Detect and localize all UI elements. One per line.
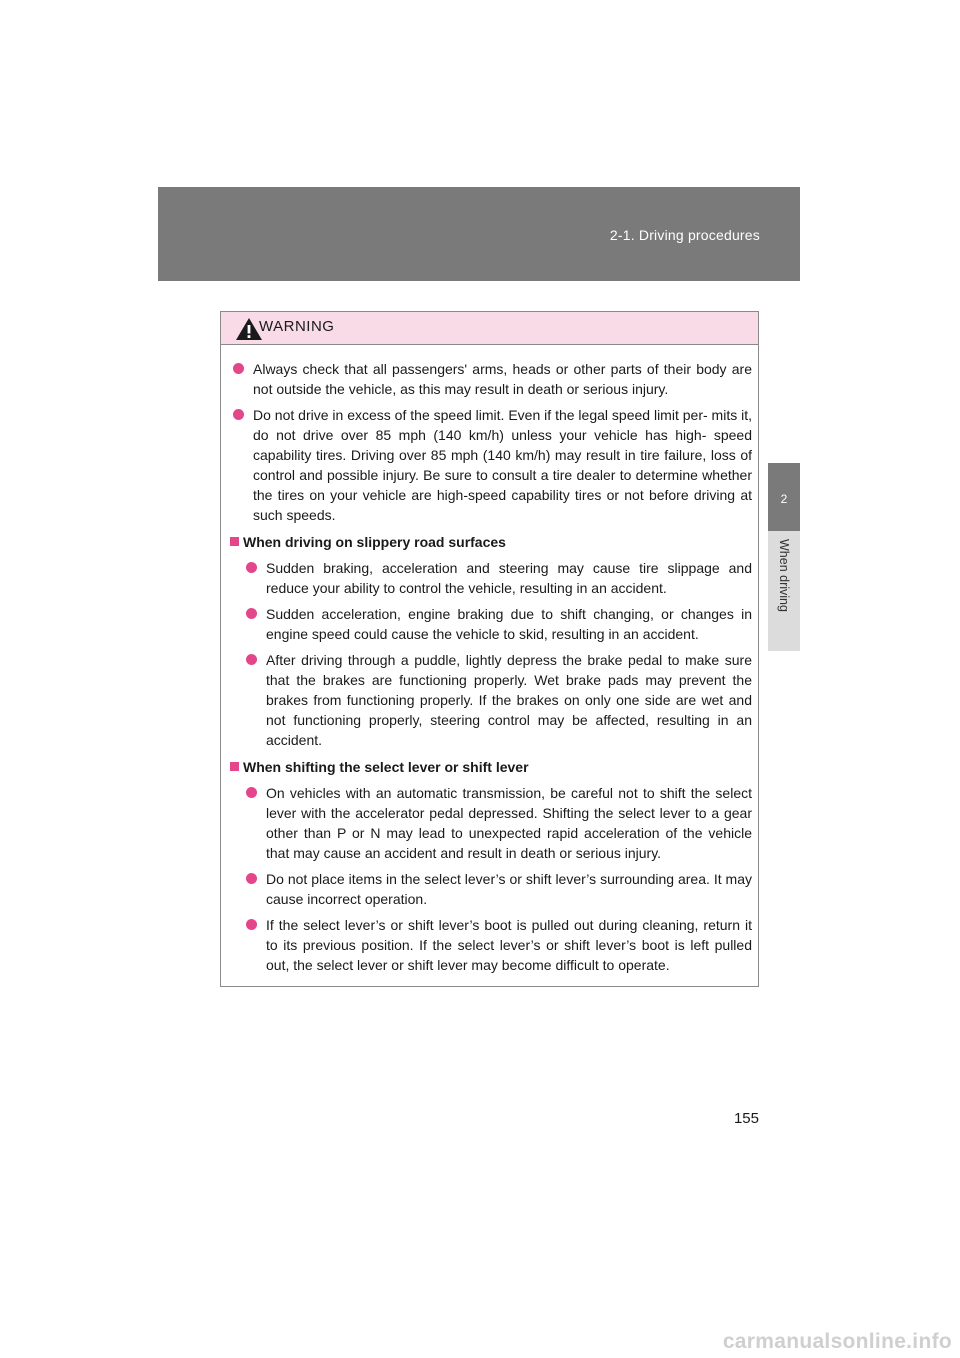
chapter-label-tab <box>768 531 800 651</box>
section-items <box>230 558 752 750</box>
warning-item-text: On vehicles with an automatic transmission, be careful not to shift the select lever with the accelerator pedal depressed. Shifting the select lever to a gear other than P or N may lead to unexpected rapid acceleration of the vehicle that may cause an accident and result in death or serious injury. <box>266 785 752 861</box>
section-heading-text: When shifting the select lever or shift lever <box>243 759 529 775</box>
warning-box <box>220 311 759 987</box>
section-square-icon <box>230 762 239 771</box>
warning-item-text: Sudden braking, acceleration and steering may cause tire slippage and reduce your ability to control the vehicle, resulting in an accident. <box>266 560 752 596</box>
watermark-text[interactable]: carmanualsonline.info <box>722 1330 952 1353</box>
warning-item <box>230 405 752 525</box>
section-items <box>230 783 752 975</box>
bullet-dot-icon <box>246 873 257 884</box>
warning-item <box>230 359 752 399</box>
warning-title: WARNING <box>259 318 335 335</box>
warning-item <box>243 650 752 750</box>
chapter-tab <box>768 463 800 531</box>
warning-item-text: Sudden acceleration, engine braking due to shift changing, or changes in engine speed could cause the vehicle to skid, resulting in an accident. <box>266 606 752 642</box>
warning-item <box>243 558 752 598</box>
warning-item-text: Do not place items in the select lever’s or shift lever’s surrounding area. It may cause incorrect operation. <box>266 871 752 907</box>
page-number: 155 <box>733 1110 759 1127</box>
bullet-dot-icon <box>246 562 257 573</box>
section-square-icon <box>230 537 239 546</box>
section-heading-text: When driving on slippery road surfaces <box>243 534 506 550</box>
bullet-dot-icon <box>246 787 257 798</box>
chapter-label: When driving <box>777 539 791 612</box>
warning-item <box>243 869 752 909</box>
warning-item-text: Do not drive in excess of the speed limit. Even if the legal speed limit per- mits it, do not drive over 85 mph (140 km/h) unless your vehicle has high- speed capability tires. Driving over 85 mph (140 km/h) may result in tire failure, loss of control and possible injury. Be sure to consult a tire dealer to determine whether the tires on your vehicle are high-speed capability tires or not before driving at such speeds. <box>253 407 752 523</box>
warning-item <box>243 604 752 644</box>
bullet-dot-icon <box>233 409 244 420</box>
warning-item <box>243 783 752 863</box>
warning-item-text: Always check that all passengers' arms, heads or other parts of their body are not outside the vehicle, as this may result in death or serious injury. <box>253 361 752 397</box>
bullet-dot-icon <box>246 608 257 619</box>
warning-item <box>243 915 752 975</box>
warning-item-text: After driving through a puddle, lightly depress the brake pedal to make sure that the brakes are functioning properly. Wet brake pads may prevent the brakes from functioning properly. If the brakes on only one side are wet and not functioning properly, steering control may be affected, resulting in an accident. <box>266 652 752 748</box>
chapter-number: 2 <box>780 492 788 506</box>
section-heading <box>230 532 752 552</box>
bullet-dot-icon <box>233 363 244 374</box>
warning-header <box>221 312 758 345</box>
warning-item-text: If the select lever’s or shift lever’s boot is pulled out during cleaning, return it to its previous position. If the select lever’s or shift lever’s boot is left pulled out, the select lever or shift lever may become difficult to operate. <box>266 917 752 973</box>
section-heading <box>230 757 752 777</box>
warning-body <box>221 345 758 975</box>
bullet-dot-icon <box>246 654 257 665</box>
section-title: 2-1. Driving procedures <box>609 227 760 243</box>
bullet-dot-icon <box>246 919 257 930</box>
section-header-band <box>158 187 800 281</box>
